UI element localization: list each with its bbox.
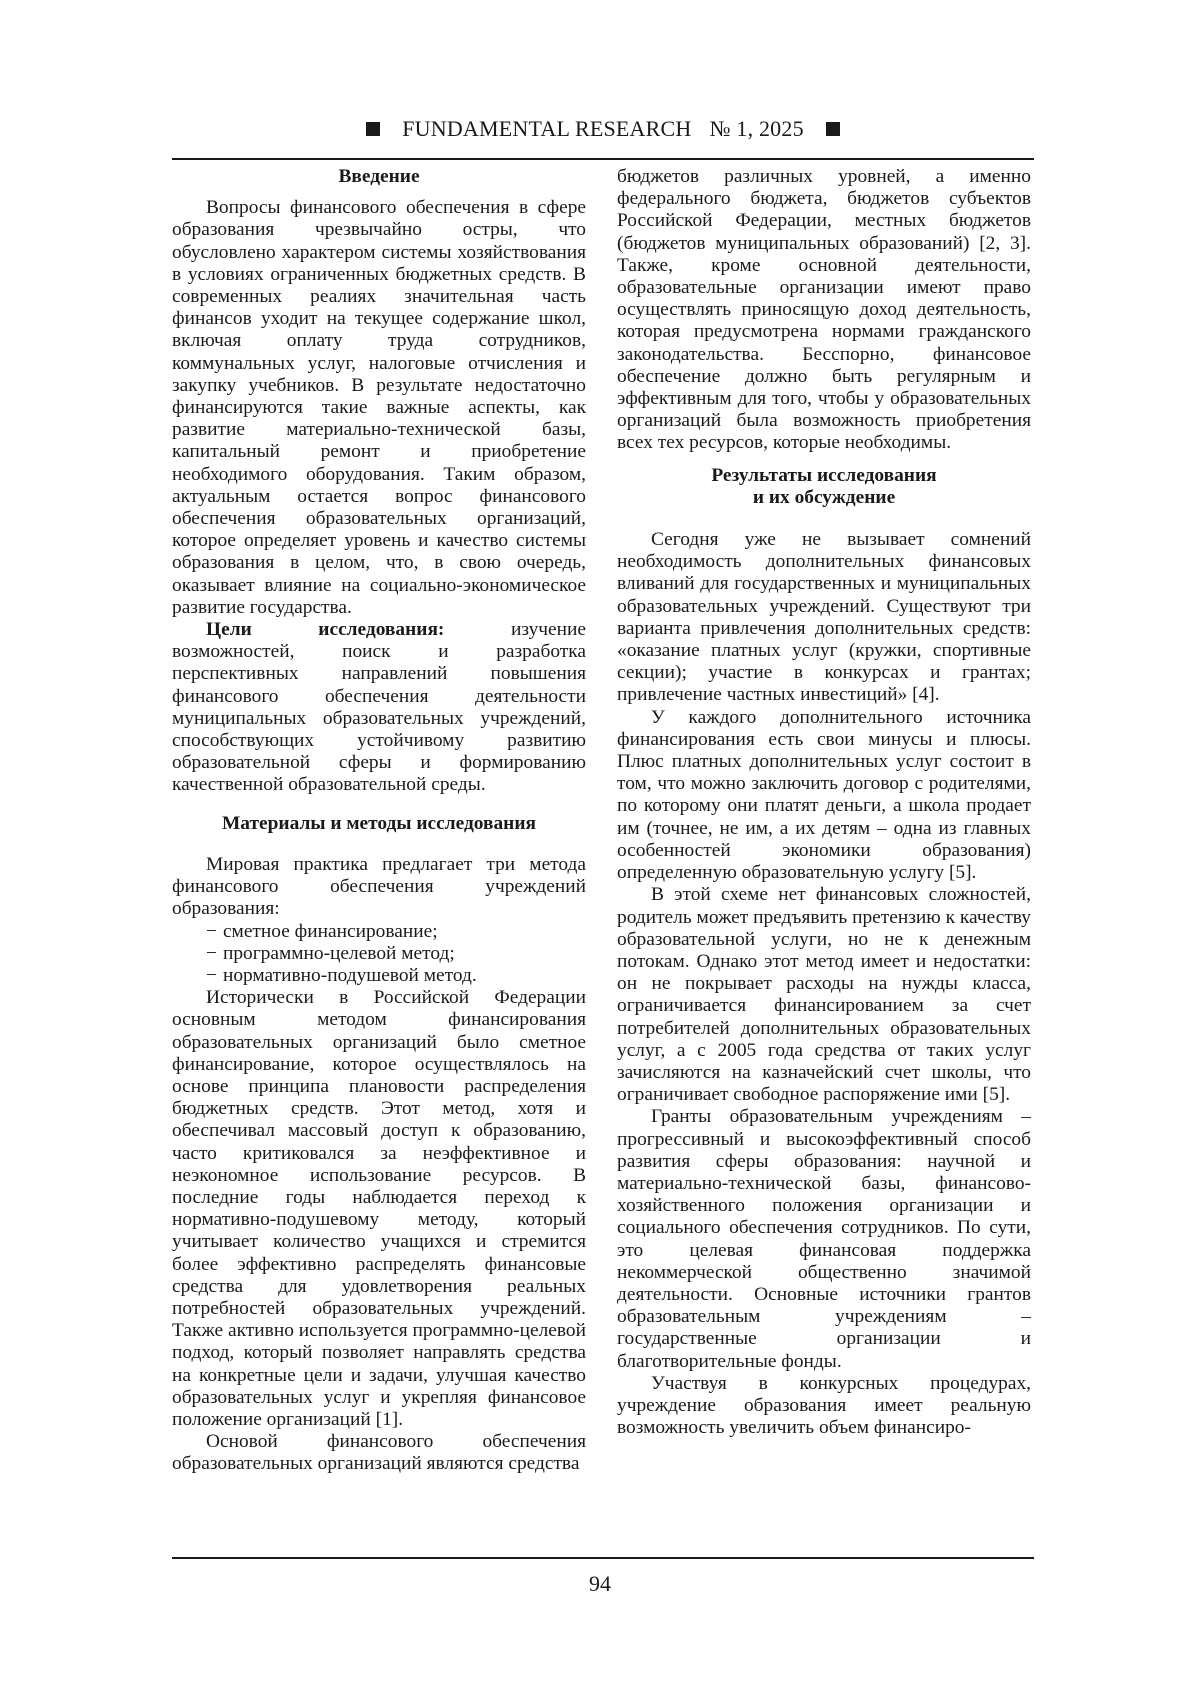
page-number: 94: [589, 1571, 611, 1596]
left-column: [172, 166, 586, 1476]
continuation-paragraph: бюджетов различных уровней, а именно федерального бюджета, бюджетов субъектов Российской Федерации, местных бюджетов (бюджетов муниципальных образований) [2, 3]. Также, кроме основной деятельности, образовательные организации имеют право осуществлять приносящую доход деятельность, которая предусмотрена нормами гражданского законодательства. Бесспорно, финансовое обеспечение должно быть регулярным и эффективным для того, чтобы у образовательных организаций была возможность приобретения всех тех ресурсов, которые необходимы.: [617, 166, 1031, 454]
section-heading-intro: Введение: [338, 166, 420, 187]
results-paragraph: У каждого дополнительного источника финансирования есть свои минусы и плюсы. Плюс платных дополнительных услуг состоит в том, что можно заключить договор с родителями, по которому они платят деньги, а школа продает им (точнее, не им, а их детям – одна из главных особенностей экономики образования) определенную образовательную услугу [5].: [617, 706, 1031, 884]
results-heading-line: и их обсуждение: [752, 486, 896, 508]
right-column: [617, 166, 1031, 1439]
results-paragraph: Гранты образовательным учреждениям – прогрессивный и высокоэффективный способ развития сферы образования: научной и материально-технической базы, финансово-хозяйственного положения организации и социального обеспечения сотрудников. По сути, это целевая финансовая поддержка некоммерческой общественно значимой деятельности. Основные источники грантов образовательным учреждениям – государственные организации и благотворительные фонды.: [617, 1106, 1031, 1372]
list-item-text: нормативно-подушевой метод.: [222, 964, 477, 986]
goals-paragraph: [172, 619, 586, 797]
intro-paragraph: Вопросы финансового обеспечения в сфере образования чрезвычайно остры, что обусловлено характером системы хозяйствования в условиях ограниченных бюджетных средств. В современных реалиях значительная часть финансов уходит на текущее содержание школ, включая оплату труда сотрудников, коммунальных услуг, налоговые отчисления и закупку учебников. В результате недостаточно финансируются такие важные аспекты, как развитие материально-технической базы, капитальный ремонт и приобретение необходимого оборудования. Таким образом, актуальным остается вопрос финансового обеспечения образовательных организаций, которое определяет уровень и качество системы образования в целом, что, в свою очередь, оказывает влияние на социально-экономическое развитие государства.: [172, 197, 586, 618]
square-bullet-icon: [826, 122, 840, 136]
basis-paragraph: Основой финансового обеспечения образовательных организаций являются средства: [172, 1431, 586, 1475]
dash-marker: −: [206, 942, 217, 964]
journal-title: FUNDAMENTAL RESEARCH: [402, 116, 692, 141]
section-heading-results: [617, 465, 1031, 509]
header-rule: [172, 158, 1034, 160]
results-paragraph: В этой схеме нет финансовых сложностей, родитель может предъявить претензию к качеству образовательной услуги, но не к денежным потокам. Однако этот метод имеет и недостатки: он не покрывает расходы на нужды класса, ограничивается финансированием за счет потребителей дополнительных образовательных услуг, а с 2005 года средства от таких услуг зачисляются на казначейский счет школы, что ограничивает свободное распоряжение ими [5].: [617, 884, 1031, 1106]
goals-text: изучение возможностей, поиск и разработка перспективных направлений повышения финансового обеспечения деятельности муниципальных образовательных учреждений, способствующих устойчивому развитию образовательной сферы и формированию качественной образовательной среды.: [172, 619, 586, 796]
list-item: [172, 921, 586, 943]
list-item-text: сметное финансирование;: [222, 920, 438, 942]
results-heading-line: Результаты исследования: [711, 464, 937, 486]
square-bullet-icon: [366, 122, 380, 136]
list-item: [172, 965, 586, 987]
list-item: [172, 943, 586, 965]
dash-marker: −: [206, 920, 217, 942]
goals-label: Цели исследования:: [206, 619, 445, 641]
methods-list: [172, 921, 586, 988]
list-item-text: программно-целевой метод;: [222, 942, 455, 964]
section-heading-methods: Материалы и методы исследования: [222, 812, 536, 834]
results-paragraph: Участвуя в конкурсных процедурах, учреждение образования имеет реальную возможность увеличить объем финансиро-: [617, 1372, 1031, 1439]
methods-intro-paragraph: Мировая практика предлагает три метода финансового обеспечения учреждений образования:: [172, 853, 586, 920]
footer-rule: [172, 1557, 1034, 1559]
results-paragraph: Сегодня уже не вызывает сомнений необходимость дополнительных финансовых вливаний для государственных и муниципальных образовательных учреждений. Существуют три варианта привлечения дополнительных средств: «оказание платных услуг (кружки, спортивные секции); участие в конкурсах и грантах; привлечение частных инвестиций» [4].: [617, 529, 1031, 706]
issue-number: № 1, 2025: [709, 116, 804, 141]
history-paragraph: Исторически в Российской Федерации основным методом финансирования образовательных организаций было сметное финансирование, которое осуществлялось на основе принципа плановости распределения бюджетных средств. Этот метод, хотя и обеспечивал массовый доступ к образованию, часто критиковался за неэффективное и неэкономное использование ресурсов. В последние годы наблюдается переход к нормативно-подушевому методу, который учитывает количество учащихся и стремится более эффективно распределять финансовые средства для удовлетворения реальных потребностей образовательных учреждений. Также активно используется программно-целевой подход, который позволяет направлять средства на конкретные цели и задачи, улучшая качество образовательных услуг и укрепляя финансовое положение организаций [1].: [172, 987, 586, 1430]
running-header: [172, 112, 1034, 146]
dash-marker: −: [206, 964, 217, 986]
